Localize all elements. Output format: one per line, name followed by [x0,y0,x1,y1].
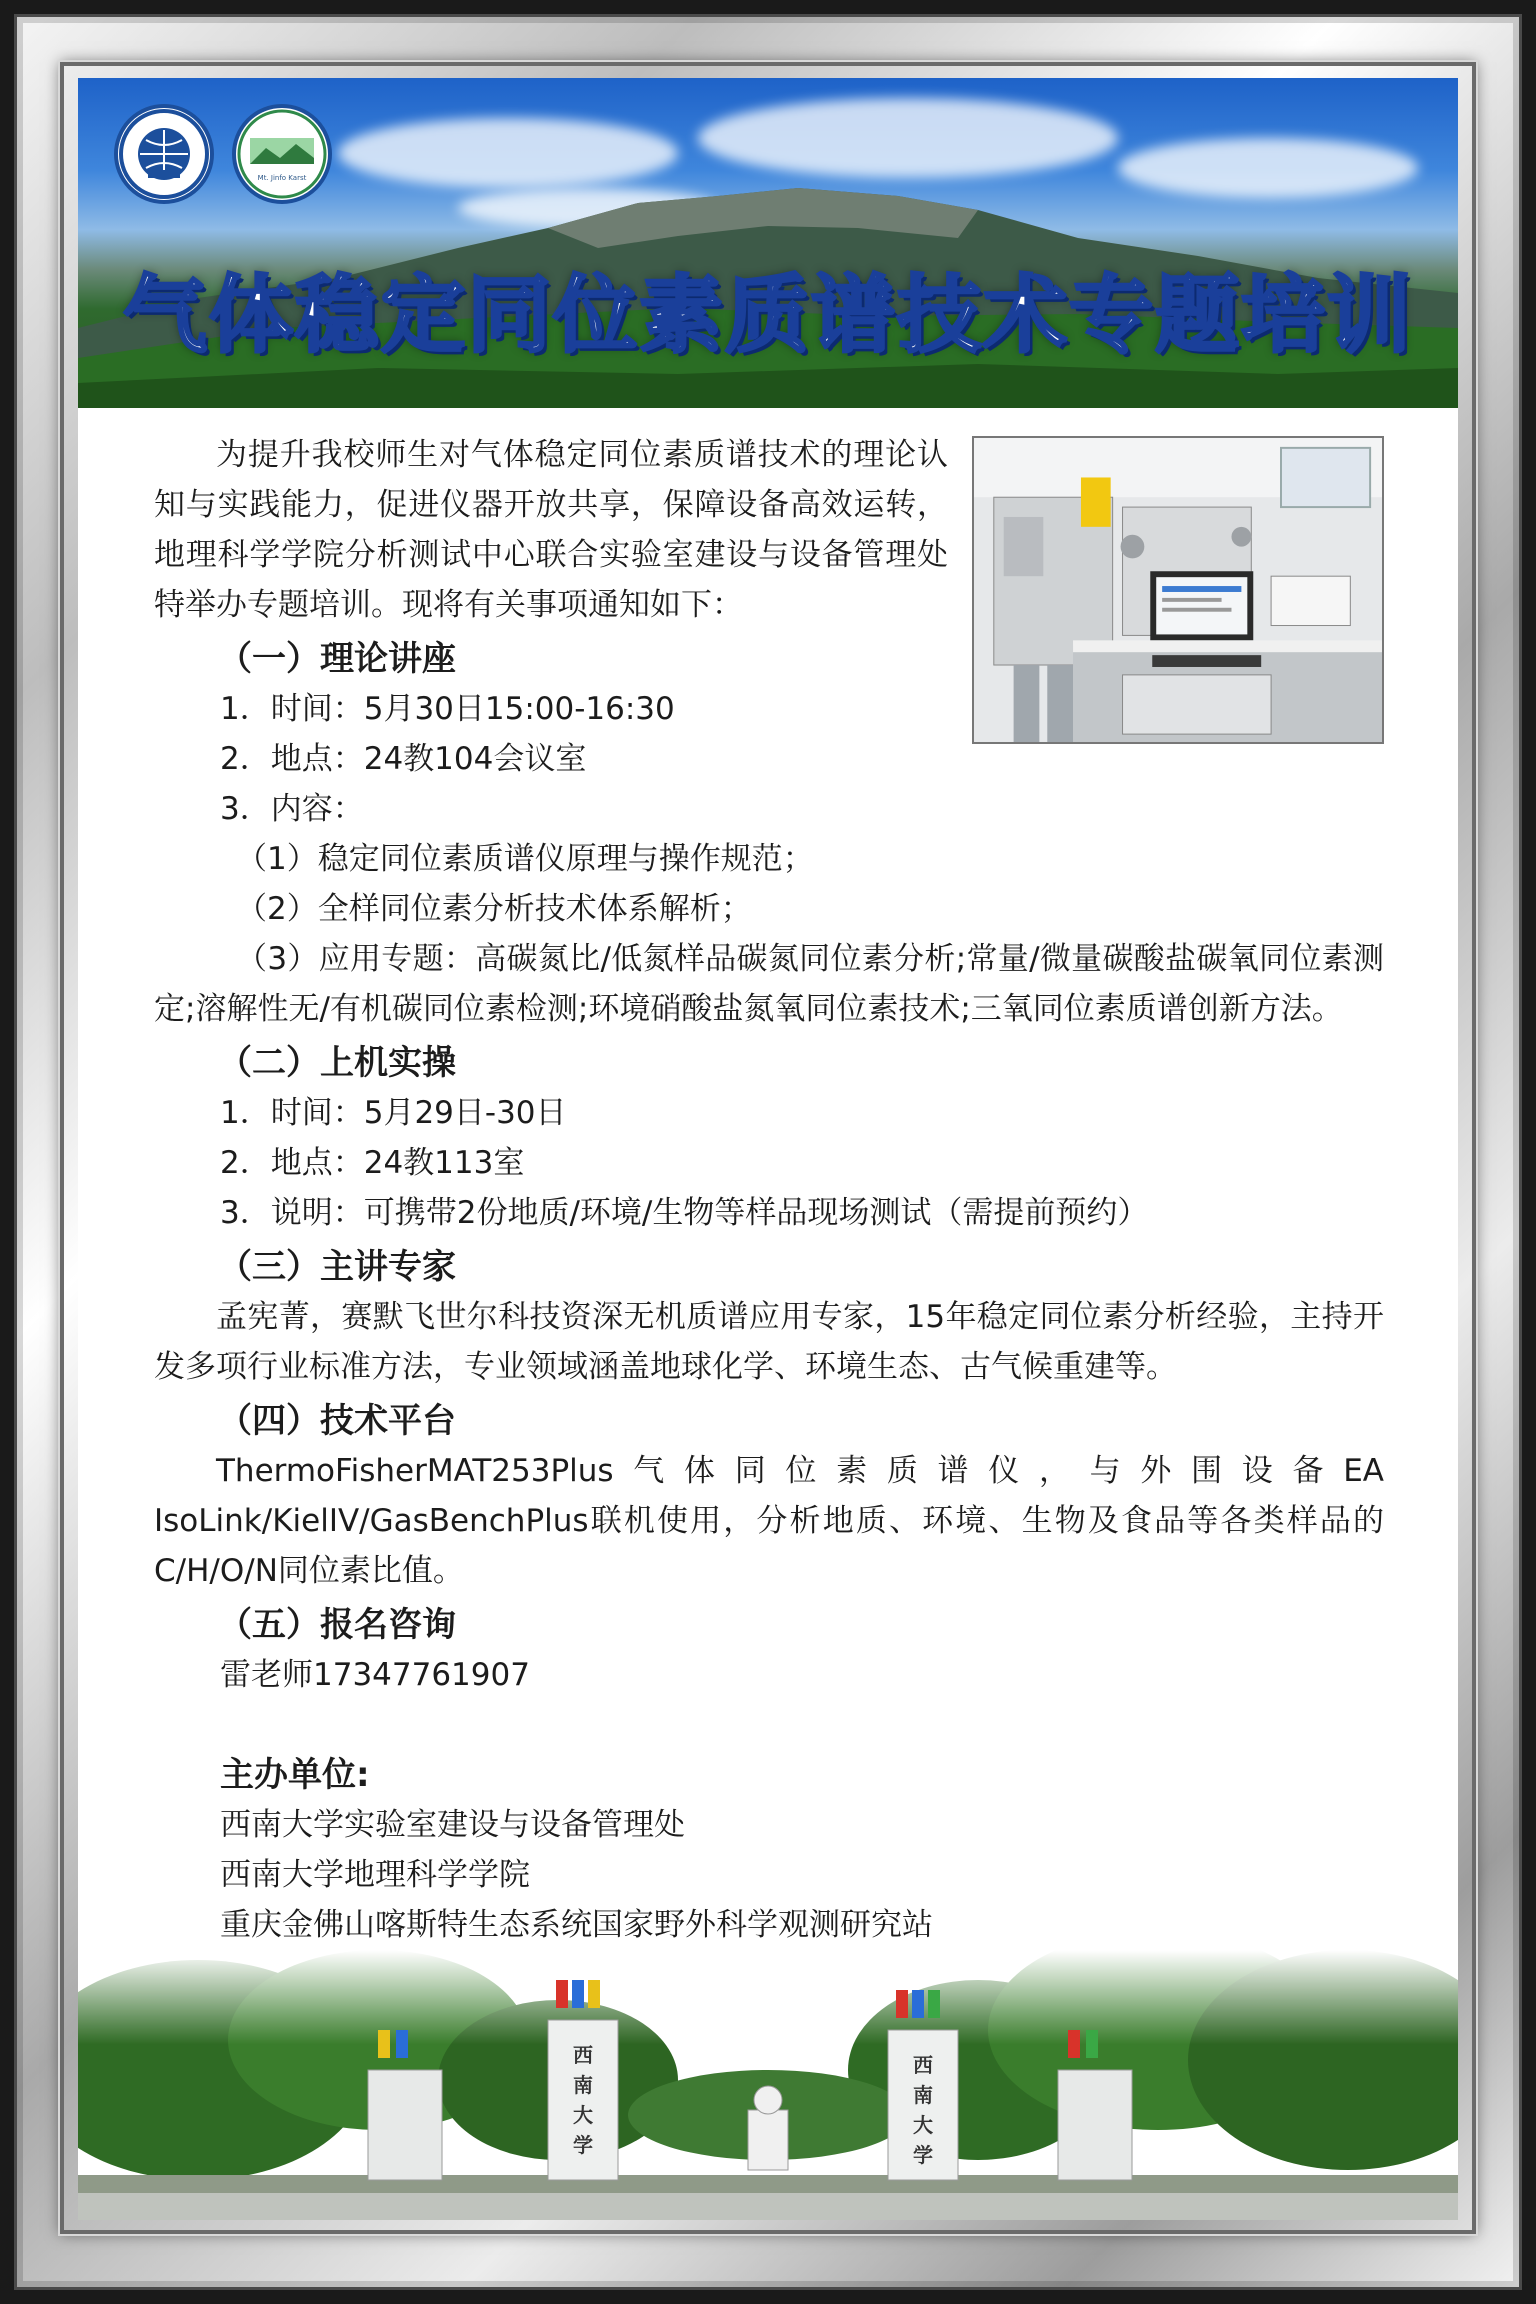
university-logo-icon [114,104,214,204]
section-2-place: 2．地点：24教113室 [220,1145,525,1181]
page-title: 气体稳定同位素质谱技术专题培训 [122,266,1413,364]
poster [78,78,1458,2220]
section-1-time: 1．时间：5月30日15:00-16:30 [220,691,675,727]
section-1-topic-2: （2）全样同位素分析技术体系解析； [236,891,752,927]
section-1-topic-1: （1）稳定同位素质谱仪原理与操作规范； [236,841,814,877]
lab-photo [972,436,1384,744]
organizer-1: 西南大学实验室建设与设备管理处 [220,1807,685,1843]
section-5-heading: （五）报名咨询 [218,1605,456,1645]
gate-text-3: 大 [573,2103,593,2127]
section-1-heading: （一）理论讲座 [218,639,456,679]
gate-text-5: 西 [913,2053,933,2077]
organizers-heading: 主办单位: [220,1755,370,1795]
intro-paragraph [154,430,1384,630]
organizer-3: 重庆金佛山喀斯特生态系统国家野外科学观测研究站 [220,1907,933,1943]
logo-group [114,104,332,204]
gate-text-2: 南 [573,2073,593,2097]
section-3-text: 孟宪菁，赛默飞世尔科技资深无机质谱应用专家，15年稳定同位素分析经验，主持开发多项行业标准方法，专业领域涵盖地球化学、环境生态、古气候重建等。 [154,1299,1384,1385]
organizer-2: 西南大学地理科学学院 [220,1857,530,1893]
field-station-logo-text: Mt. Jinfo Karst [257,174,307,182]
section-2-note: 3．说明：可携带2份地质/环境/生物等样品现场测试（需提前预约） [220,1195,1149,1231]
header-banner [78,78,1458,408]
section-1-place: 2．地点：24教104会议室 [220,741,587,777]
field-station-logo-icon [232,104,332,204]
section-4-text: ThermoFisherMAT253Plus气体同位素质谱仪，与外围设备EA IsoLink/KielIV/GasBenchPlus联机使用，分析地质、环境、生物及食品等各类样品的C/H/O/N同位素比值。 [154,1453,1384,1589]
section-3-heading: （三）主讲专家 [218,1247,456,1287]
gate-text-4: 学 [573,2133,593,2157]
section-1-topic-3 [154,934,1384,1034]
gate-text-6: 南 [913,2083,933,2107]
intro-text: 为提升我校师生对气体稳定同位素质谱技术的理论认知与实践能力，促进仪器开放共享，保障设备高效运转，地理科学学院分析测试中心联合实验室建设与设备管理处特举办专题培训。现将有关事项通知如下： [154,437,948,623]
gate-text-7: 大 [913,2113,933,2137]
gate-text-1: 西 [573,2043,593,2067]
section-1-topic-3-text: （3）应用专题：高碳氮比/低氮样品碳氮同位素分析;常量/微量碳酸盐碳氧同位素测定;溶解性无/有机碳同位素检测;环境硝酸盐氮氧同位素技术;三氧同位素质谱创新方法。 [154,941,1384,1027]
notice-content [154,430,1384,1950]
section-4-heading: （四）技术平台 [218,1401,456,1441]
university-gate-photo [78,1950,1458,2220]
gate-text-8: 学 [913,2143,933,2167]
section-2-time: 1．时间：5月29日-30日 [220,1095,567,1131]
section-1-content-label: 3．内容： [220,791,364,827]
contact-info: 雷老师17347761907 [220,1657,530,1693]
section-2-heading: （二）上机实操 [218,1043,456,1083]
